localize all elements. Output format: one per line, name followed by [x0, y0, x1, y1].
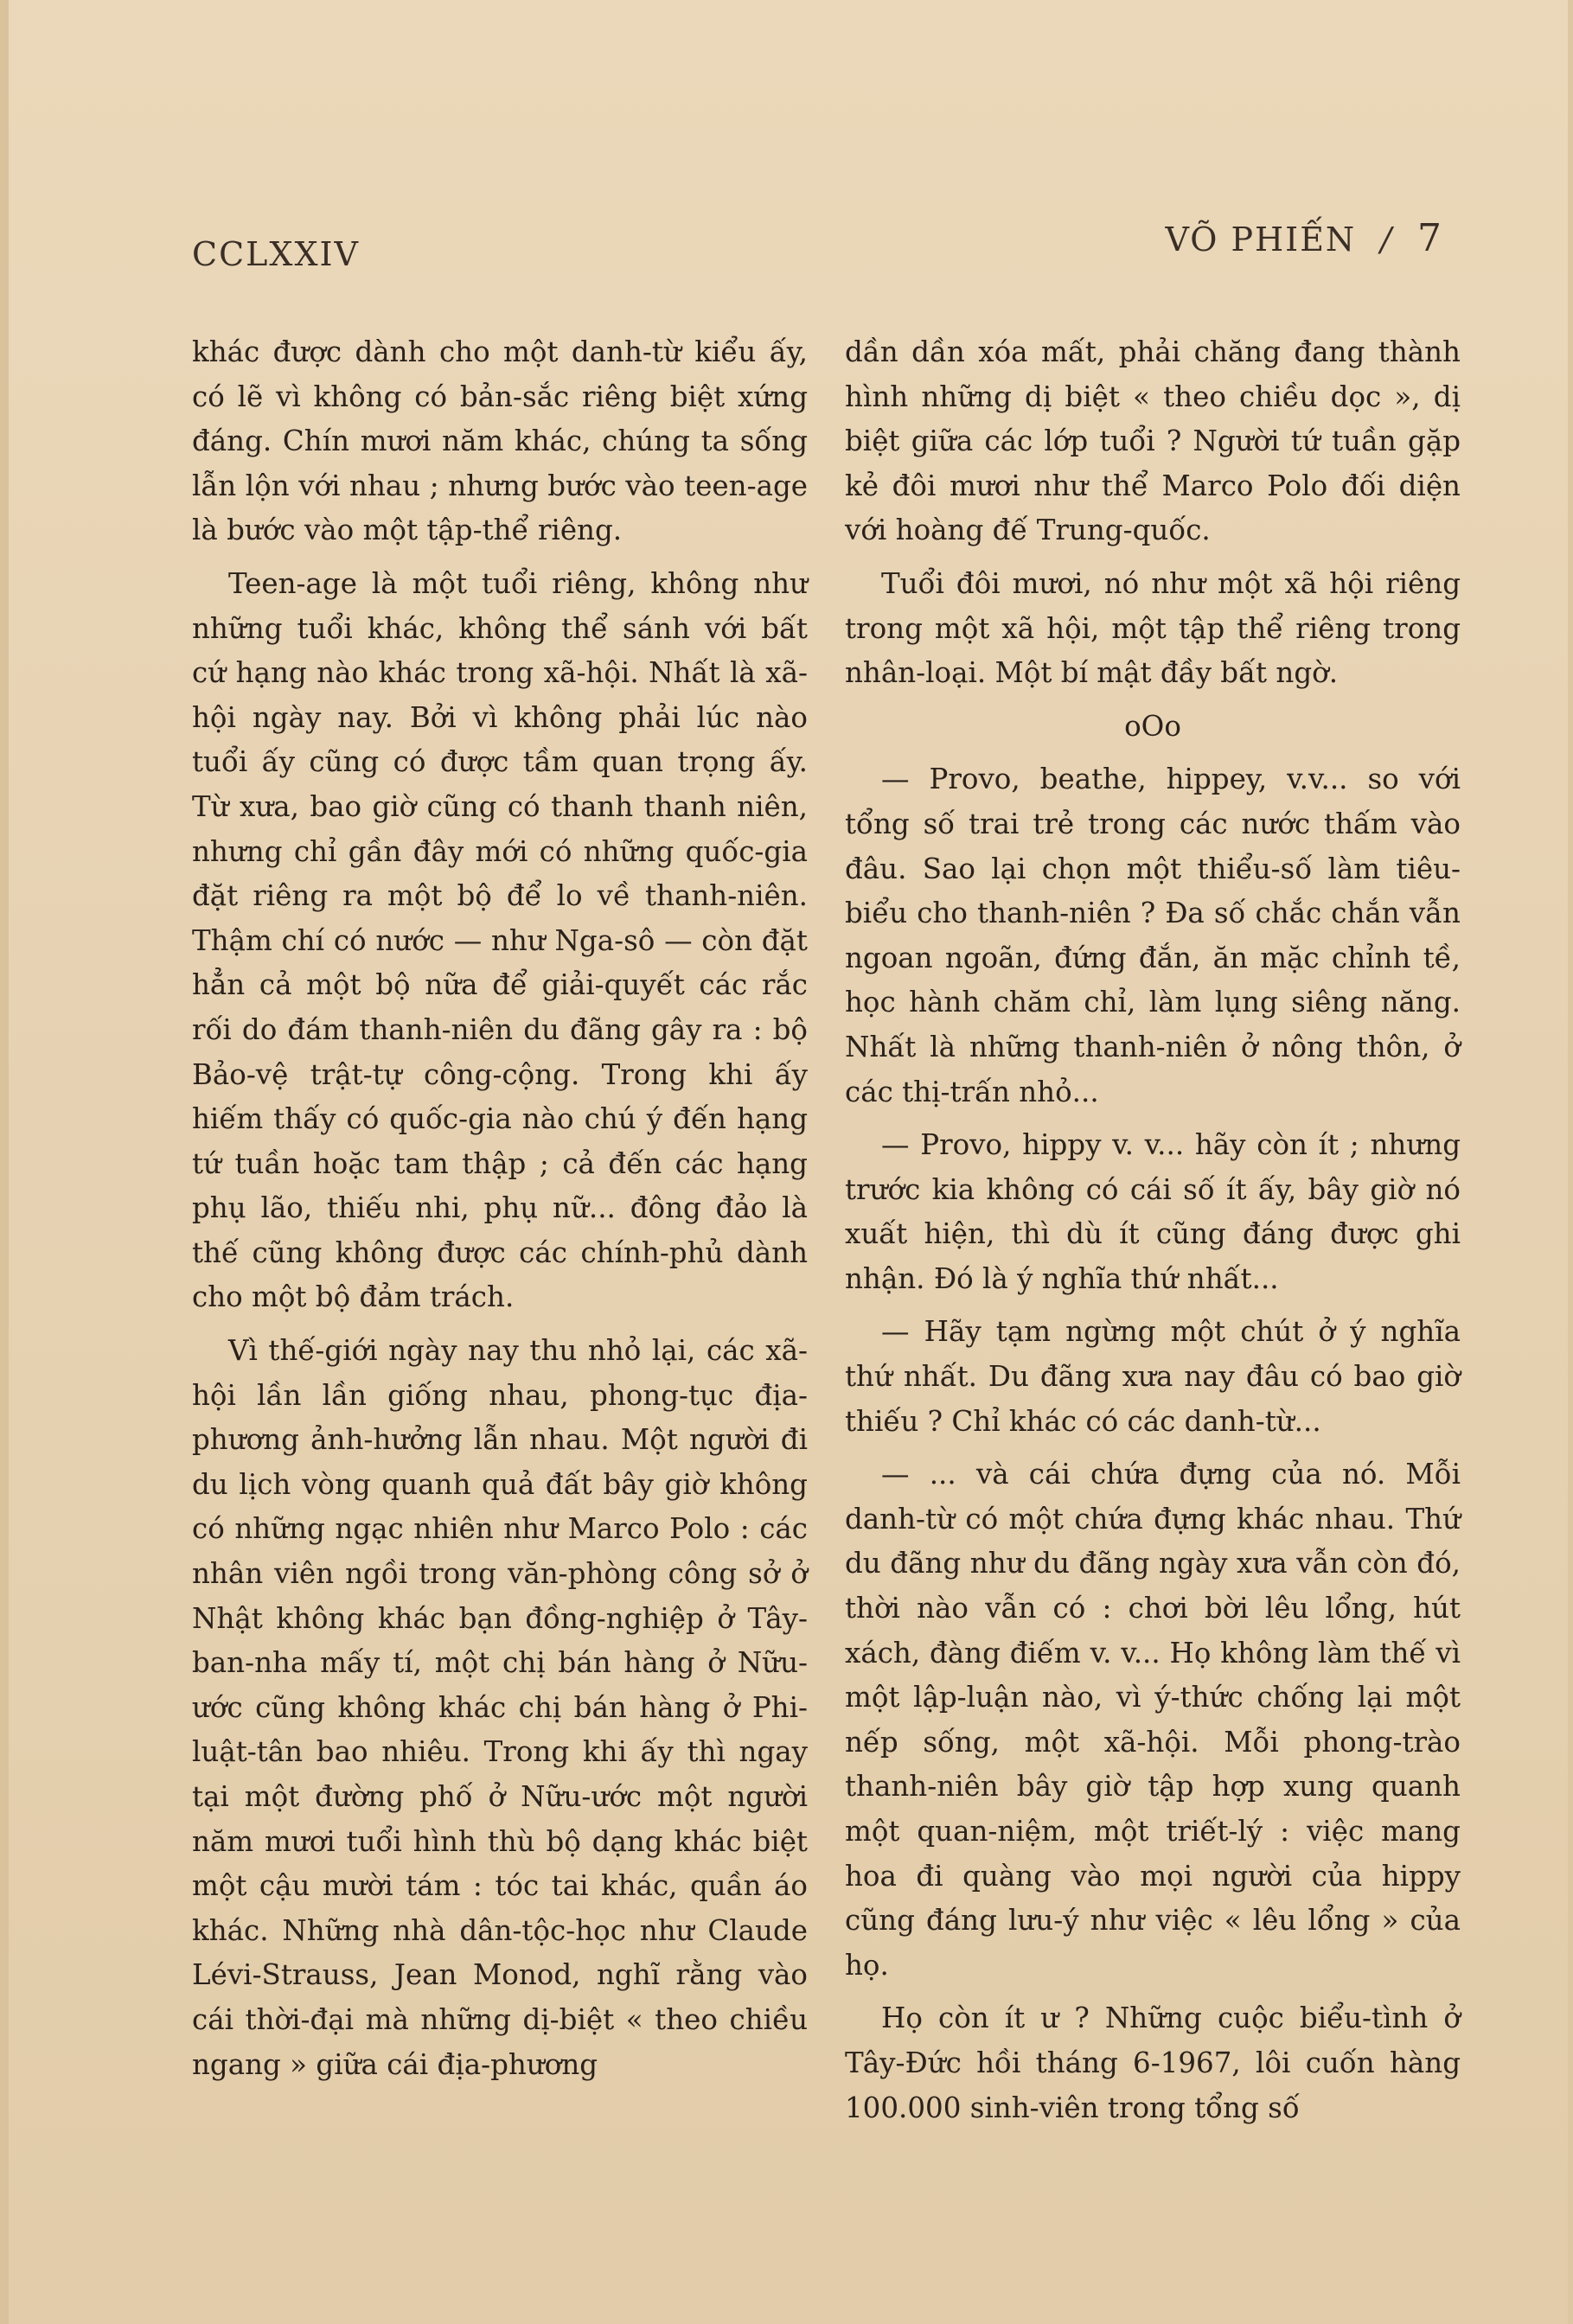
paragraph: — Provo, beathe, hippey, v.v... so với tổng số trai trẻ trong các nước thấm vào đâu. Sao lại chọn một thiểu-số làm tiêu-biểu cho thanh-niên ? Đa số chắc chắn vẫn ngoan ngoãn, đứng đắn, ăn mặc chỉnh tề, học hành chăm chỉ, làm lụng siêng năng. Nhất là những thanh-niên ở nông thôn, ở các thị-trấn nhỏ...: [845, 763, 1461, 1108]
paragraph: — Provo, hippy v. v... hãy còn ít ; nhưng trước kia không có cái số ít ấy, bây giờ nó xuất hiện, thì dù ít cũng đáng được ghi nhận. Đó là ý nghĩa thứ nhất...: [845, 1128, 1461, 1295]
paragraph: Teen-age là một tuổi riêng, không như những tuổi khác, không thể sánh với bất cứ hạng nào khác trong xã-hội. Nhất là xã-hội ngày nay. Bởi vì không phải lúc nào tuổi ấy cũng có được tầm quan trọng ấy. Từ xưa, bao giờ cũng có thanh thanh niên, nhưng chỉ gần đây mới có những quốc-gia đặt riêng ra một bộ để lo về thanh-niên. Thậm chí có nước — như Nga-sô — còn đặt hẳn cả một bộ nữa để giải-quyết các rắc rối do đám thanh-niên du đãng gây ra : bộ Bảo-vệ trật-tự công-cộng. Trong khi ấy hiếm thấy có quốc-gia nào chú ý đến hạng tứ tuần hoặc tam thập ; cả đến các hạng phụ lão, thiếu nhi, phụ nữ... đông đảo là thế cũng không được các chính-phủ dành cho một bộ đảm trách.: [192, 566, 808, 1314]
right-column: [845, 330, 1461, 2139]
paragraph: Họ còn ít ư ? Những cuộc biểu-tình ở Tây-Đức hồi tháng 6-1967, lôi cuốn hàng 100.000 sinh-viên trong tổng số: [845, 2002, 1461, 2124]
paragraph: — Hãy tạm ngừng một chút ở ý nghĩa thứ nhất. Du đãng xưa nay đâu có bao giờ thiếu ? Chỉ khác có các danh-từ...: [845, 1315, 1461, 1438]
paragraph: Tuổi đôi mươi, nó như một xã hội riêng trong một xã hội, một tập thể riêng trong nhân-loại. Một bí mật đầy bất ngờ.: [845, 566, 1461, 690]
left-column: [192, 330, 808, 2096]
section-numeral: CCLXXIV: [192, 235, 360, 273]
paragraph: dần dần xóa mất, phải chăng đang thành hình những dị biệt « theo chiều dọc », dị biệt giữa các lớp tuổi ? Người tứ tuần gặp kẻ đôi mươi như thể Marco Polo đối diện với hoàng đế Trung-quốc.: [845, 335, 1461, 547]
page-number: 7: [1417, 216, 1443, 260]
header-separator: /: [1380, 220, 1393, 259]
paragraph: — ... và cái chứa đựng của nó. Mỗi danh-từ có một chứa đựng khác nhau. Thứ du đãng như du đãng ngày xưa vẫn còn đó, thời nào vẫn có : chơi bời lêu lổng, hút xách, đàng điếm v. v... Họ không làm thế vì một lập-luận nào, vì ý-thức chống lại một nếp sống, một xã-hội. Mỗi phong-trào thanh-niên bây giờ tập hợp xung quanh một quan-niệm, một triết-lý : việc mang hoa đi quàng vào mọi người của hippy cũng đáng lưu-ý như việc « lêu lổng » của họ.: [845, 1458, 1461, 1982]
author-name: VÕ PHIẾN: [1165, 220, 1357, 259]
paragraph: khác được dành cho một danh-từ kiểu ấy, có lẽ vì không có bản-sắc riêng biệt xứng đáng. Chín mươi năm khác, chúng ta sống lẫn lộn với nhau ; nhưng bước vào teen-age là bước vào một tập-thể riêng.: [192, 335, 808, 547]
running-header: [1165, 216, 1443, 260]
paragraph: Vì thế-giới ngày nay thu nhỏ lại, các xã-hội lần lần giống nhau, phong-tục địa-phương ảnh-hưởng lẫn nhau. Một người đi du lịch vòng quanh quả đất bây giờ không có những ngạc nhiên như Marco Polo : các nhân viên ngồi trong văn-phòng công sở ở Nhật không khác bạn đồng-nghiệp ở Tây-ban-nha mấy tí, một chị bán hàng ở Nữu-ước cũng không khác chị bán hàng ở Phi-luật-tân bao nhiêu. Trong khi ấy thì ngay tại một đường phố ở Nữu-ước một người năm mươi tuổi hình thù bộ dạng khác biệt một cậu mười tám : tóc tai khác, quần áo khác. Những nhà dân-tộc-học như Claude Lévi-Strauss, Jean Monod, nghĩ rằng vào cái thời-đại mà những dị-biệt « theo chiều ngang » giữa cái địa-phương: [192, 1334, 808, 2081]
section-divider: oOo: [1124, 709, 1181, 743]
